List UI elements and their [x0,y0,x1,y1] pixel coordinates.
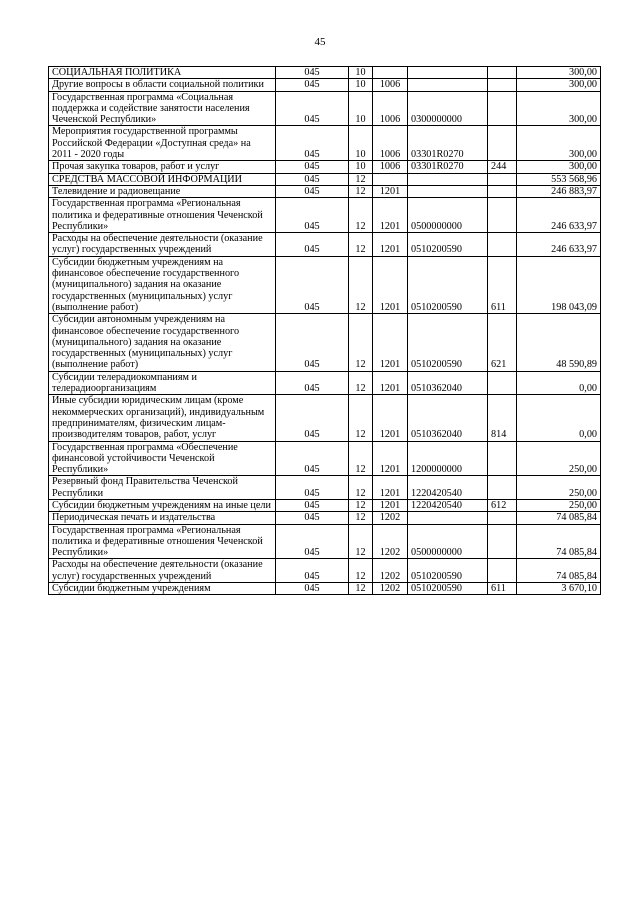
expense-type-cell [488,67,517,79]
subsection-code-cell: 1201 [373,476,408,500]
department-code-cell: 045 [276,233,349,257]
section-code-cell: 12 [349,524,373,559]
table-row [49,173,601,185]
amount-cell: 74 085,84 [517,512,601,524]
department-code-cell: 045 [276,185,349,197]
target-article-cell: 03301R0270 [408,161,488,173]
department-code-cell: 045 [276,173,349,185]
amount-cell: 300,00 [517,67,601,79]
expense-name-cell: Субсидии бюджетным учреждениям [49,583,276,595]
amount-cell: 246 883,97 [517,185,601,197]
expense-name-cell: Субсидии бюджетным учреждениям на иные цели [49,499,276,511]
table-row [49,512,601,524]
expense-type-cell [488,441,517,476]
section-code-cell: 10 [349,161,373,173]
subsection-code-cell: 1202 [373,512,408,524]
expense-name-cell: Государственная программа «Региональная политика и федеративные отношения Чеченской Республики» [49,198,276,233]
amount-cell: 300,00 [517,161,601,173]
expense-name-cell: Государственная программа «Обеспечение финансовой устойчивости Чеченской Республики» [49,441,276,476]
department-code-cell: 045 [276,476,349,500]
section-code-cell: 10 [349,126,373,161]
amount-cell: 250,00 [517,441,601,476]
expense-type-cell: 621 [488,314,517,371]
table-row [49,395,601,441]
subsection-code-cell: 1006 [373,79,408,91]
table-row [49,499,601,511]
section-code-cell: 12 [349,395,373,441]
department-code-cell: 045 [276,583,349,595]
table-row [49,126,601,161]
subsection-code-cell: 1202 [373,559,408,583]
subsection-code-cell: 1006 [373,161,408,173]
subsection-code-cell: 1201 [373,441,408,476]
expense-type-cell: 611 [488,256,517,313]
expense-name-cell: Другие вопросы в области социальной политики [49,79,276,91]
page-number: 45 [314,36,326,48]
expense-name-cell: Мероприятия государственной программы Российской Федерации «Доступная среда» на 2011 - 2020 годы [49,126,276,161]
expense-type-cell [488,524,517,559]
expense-type-cell [488,126,517,161]
target-article-cell [408,79,488,91]
expense-name-cell: Субсидии бюджетным учреждениям на финансовое обеспечение государственного (муниципального) задания на оказание государственных (муниципальных) услуг (выполнение работ) [49,256,276,313]
subsection-code-cell: 1201 [373,395,408,441]
subsection-code-cell [373,173,408,185]
department-code-cell: 045 [276,371,349,395]
department-code-cell: 045 [276,559,349,583]
expense-type-cell [488,476,517,500]
target-article-cell: 0300000000 [408,91,488,126]
department-code-cell: 045 [276,499,349,511]
table-row [49,524,601,559]
expense-type-cell [488,198,517,233]
department-code-cell: 045 [276,91,349,126]
section-code-cell: 10 [349,91,373,126]
table-row [49,198,601,233]
target-article-cell: 0510200590 [408,559,488,583]
section-code-cell: 12 [349,371,373,395]
amount-cell: 74 085,84 [517,559,601,583]
expense-type-cell [488,559,517,583]
target-article-cell [408,173,488,185]
expense-name-cell: СРЕДСТВА МАССОВОЙ ИНФОРМАЦИИ [49,173,276,185]
expense-type-cell: 814 [488,395,517,441]
section-code-cell: 10 [349,67,373,79]
amount-cell: 250,00 [517,476,601,500]
amount-cell: 250,00 [517,499,601,511]
section-code-cell: 12 [349,185,373,197]
expense-name-cell: Субсидии телерадиокомпаниям и телерадиоорганизациям [49,371,276,395]
target-article-cell: 0510362040 [408,395,488,441]
section-code-cell: 12 [349,256,373,313]
expense-name-cell: Расходы на обеспечение деятельности (оказание услуг) государственных учреждений [49,233,276,257]
budget-table [48,66,601,595]
table-row [49,441,601,476]
target-article-cell: 0510200590 [408,314,488,371]
amount-cell: 300,00 [517,91,601,126]
department-code-cell: 045 [276,126,349,161]
expense-type-cell: 612 [488,499,517,511]
subsection-code-cell: 1201 [373,256,408,313]
amount-cell: 3 670,10 [517,583,601,595]
target-article-cell [408,185,488,197]
table-row [49,67,601,79]
target-article-cell: 0500000000 [408,198,488,233]
amount-cell: 553 568,96 [517,173,601,185]
department-code-cell: 045 [276,512,349,524]
amount-cell: 74 085,84 [517,524,601,559]
expense-name-cell: Субсидии автономным учреждениям на финансовое обеспечение государственного (муниципального) задания на оказание государственных (муниципальных) услуг (выполнение работ) [49,314,276,371]
section-code-cell: 12 [349,476,373,500]
target-article-cell: 0510200590 [408,256,488,313]
expense-name-cell: Государственная программа «Социальная поддержка и содействие занятости населения Чеченской Республики» [49,91,276,126]
section-code-cell: 12 [349,559,373,583]
section-code-cell: 12 [349,198,373,233]
table-row [49,314,601,371]
expense-type-cell: 611 [488,583,517,595]
target-article-cell: 1220420540 [408,476,488,500]
expense-name-cell: СОЦИАЛЬНАЯ ПОЛИТИКА [49,67,276,79]
section-code-cell: 12 [349,499,373,511]
table-row [49,185,601,197]
table-row [49,256,601,313]
table-row [49,79,601,91]
department-code-cell: 045 [276,67,349,79]
amount-cell: 0,00 [517,395,601,441]
target-article-cell [408,67,488,79]
subsection-code-cell: 1201 [373,198,408,233]
table-row [49,161,601,173]
department-code-cell: 045 [276,79,349,91]
expense-name-cell: Периодическая печать и издательства [49,512,276,524]
amount-cell: 0,00 [517,371,601,395]
department-code-cell: 045 [276,395,349,441]
target-article-cell: 0500000000 [408,524,488,559]
expense-type-cell [488,79,517,91]
expense-name-cell: Прочая закупка товаров, работ и услуг [49,161,276,173]
table-row [49,371,601,395]
target-article-cell: 1220420540 [408,499,488,511]
amount-cell: 300,00 [517,126,601,161]
section-code-cell: 12 [349,583,373,595]
target-article-cell: 1200000000 [408,441,488,476]
budget-table-body [49,67,601,595]
department-code-cell: 045 [276,198,349,233]
subsection-code-cell: 1006 [373,91,408,126]
table-row [49,583,601,595]
subsection-code-cell: 1006 [373,126,408,161]
expense-type-cell: 244 [488,161,517,173]
department-code-cell: 045 [276,161,349,173]
expense-name-cell: Телевидение и радиовещание [49,185,276,197]
table-row [49,476,601,500]
expense-type-cell [488,371,517,395]
target-article-cell: 0510200590 [408,583,488,595]
target-article-cell: 0510362040 [408,371,488,395]
table-row [49,559,601,583]
subsection-code-cell: 1201 [373,371,408,395]
subsection-code-cell: 1202 [373,583,408,595]
expense-type-cell [488,185,517,197]
expense-name-cell: Расходы на обеспечение деятельности (оказание услуг) государственных учреждений [49,559,276,583]
amount-cell: 246 633,97 [517,233,601,257]
subsection-code-cell: 1202 [373,524,408,559]
department-code-cell: 045 [276,314,349,371]
subsection-code-cell: 1201 [373,233,408,257]
section-code-cell: 12 [349,233,373,257]
expense-type-cell [488,233,517,257]
expense-type-cell [488,91,517,126]
amount-cell: 198 043,09 [517,256,601,313]
subsection-code-cell: 1201 [373,314,408,371]
section-code-cell: 12 [349,441,373,476]
department-code-cell: 045 [276,256,349,313]
target-article-cell: 0510200590 [408,233,488,257]
section-code-cell: 12 [349,512,373,524]
section-code-cell: 10 [349,79,373,91]
table-row [49,91,601,126]
expense-name-cell: Государственная программа «Региональная политика и федеративные отношения Чеченской Республики» [49,524,276,559]
amount-cell: 48 590,89 [517,314,601,371]
subsection-code-cell [373,67,408,79]
expense-type-cell [488,512,517,524]
table-row [49,233,601,257]
target-article-cell [408,512,488,524]
expense-type-cell [488,173,517,185]
expense-name-cell: Резервный фонд Правительства Чеченской Республики [49,476,276,500]
department-code-cell: 045 [276,524,349,559]
target-article-cell: 03301R0270 [408,126,488,161]
subsection-code-cell: 1201 [373,499,408,511]
subsection-code-cell: 1201 [373,185,408,197]
amount-cell: 300,00 [517,79,601,91]
department-code-cell: 045 [276,441,349,476]
amount-cell: 246 633,97 [517,198,601,233]
expense-name-cell: Иные субсидии юридическим лицам (кроме некоммерческих организаций), индивидуальным предпринимателям, физическим лицам-производителям товаров, работ, услуг [49,395,276,441]
section-code-cell: 12 [349,314,373,371]
section-code-cell: 12 [349,173,373,185]
